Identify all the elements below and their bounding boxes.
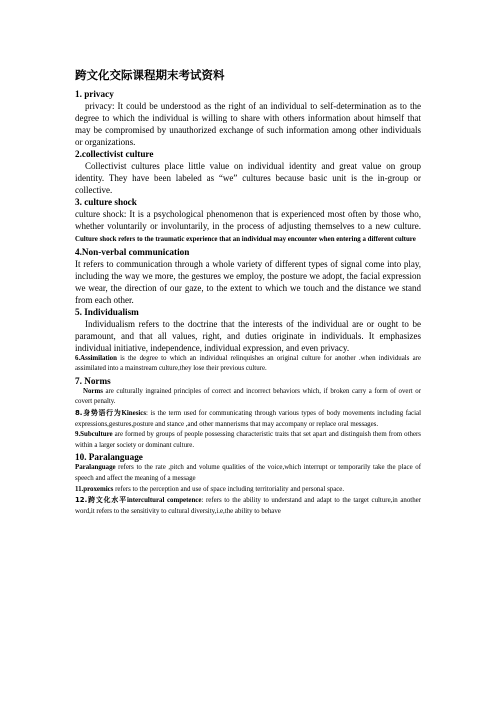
- section-body-text: : refers to the ability to understand and adapt to the target culture,in another word,it refers to the sensitivity to cultural diversity,i.e,the ability to behave: [75, 497, 421, 515]
- section-proxemics: [75, 485, 421, 496]
- section-assimilation: [75, 354, 421, 375]
- section-nonverbal-communication: [75, 246, 421, 306]
- section-heading: 3. culture shock: [75, 197, 137, 207]
- section-body-text: : is the term used for communicating through various types of body movements including facial expressions,gestures,posture and stance ,and other mannerisms that may accompany or replace oral messages.: [75, 409, 421, 428]
- section-body: [75, 354, 421, 375]
- section-kinesics: [75, 408, 421, 430]
- section-body: [75, 430, 421, 451]
- section-heading: 5. Individualism: [75, 306, 139, 317]
- section-body: It refers to communication through a whole variety of different types of signal come into play, including the way we more, the gestures we employ, the posture we adopt, the facial expression we wear, the direction of our gaze, to the extent to which we touch and the distance we stand from each other.: [75, 258, 421, 305]
- section-body: [75, 387, 421, 408]
- section-term-cn: 12.跨文化水平: [75, 496, 127, 505]
- section-term: Paralanguage: [75, 464, 116, 472]
- section-term: Norms: [83, 387, 103, 395]
- section-body: [75, 408, 421, 430]
- document-title: 跨文化交际课程期末考试资料: [75, 68, 225, 82]
- section-heading: 10. Paralanguage: [75, 452, 143, 463]
- section-body: [75, 208, 421, 246]
- section-collectivist-culture: [75, 148, 421, 196]
- section-heading: 7. Norms: [75, 375, 111, 386]
- section-body: privacy: It could be understood as the right of an individual to self-determination as to the degree to which the individual is willing to share with others information about himself that may be compromised by unauthorized exchange of such information among other individuals or organizations.: [75, 101, 421, 147]
- section-individualism: [75, 306, 421, 354]
- section-term: 6.Assimilation: [75, 354, 117, 362]
- section-body: Collectivist cultures place little value on individual identity and great value on group identity. They have been labeled as “we” cultures because basic unit is the in-group or collective.: [75, 161, 421, 195]
- section-term-cn: 8.身势语行为: [75, 408, 122, 417]
- section-term: intercultural competence: [126, 497, 202, 505]
- section-body: [75, 495, 421, 517]
- section-subculture: [75, 430, 421, 451]
- section-heading: 4.Non-verbal communication: [75, 246, 190, 257]
- section-body-text: refers to the perception and use of space including territoriality and personal space.: [113, 485, 345, 493]
- section-body-text: culture shock: It is a psychological phenomenon that is experienced most often by those who, whether voluntarily or involuntarily, in the process of adjusting themselves to a new culture.: [75, 209, 421, 231]
- document-page: [75, 68, 421, 517]
- section-intercultural-competence: [75, 495, 421, 517]
- section-paralanguage: [75, 451, 421, 484]
- section-term: 9.Subculture: [75, 431, 113, 439]
- section-body: Individualism refers to the doctrine that the interests of the individual are or ought to be paramount, and that all values, right, and duties originate in individuals. It emphasizes individual initiative, independence, individual expression, and even privacy.: [75, 318, 421, 353]
- section-body: [75, 463, 421, 484]
- section-culture-shock: [75, 196, 421, 246]
- section-privacy: [75, 88, 421, 148]
- section-body-text: refers to the rate ,pitch and volume qualities of the voice,which interrupt or temporarily take the place of speech and affect the meaning of a message: [75, 464, 421, 482]
- section-body-text: are formed by groups of people possessing characteristic traits that set apart and distinguish them from others within a larger society or dominant culture.: [75, 431, 421, 449]
- section-term: Kinesics: [121, 409, 147, 417]
- section-norms: [75, 375, 421, 408]
- section-body-text: are culturally ingrained principles of correct and incorrect behaviors which, if broken carry a form of overt or covert penalty.: [75, 387, 421, 406]
- section-body-small: Culture shock refers to the traumatic experience that an individual may encounter when entering a different culture: [75, 236, 416, 243]
- section-heading: 2.collectivist culture: [75, 149, 154, 159]
- section-heading: 1. privacy: [75, 89, 114, 99]
- section-body: [75, 485, 421, 496]
- section-body-text: is the degree to which an individual relinquishes an original culture for another .when individuals are assimilated into a mainstream culture,they lose their previous culture.: [75, 354, 421, 373]
- section-term: 11.proxemics: [75, 485, 114, 493]
